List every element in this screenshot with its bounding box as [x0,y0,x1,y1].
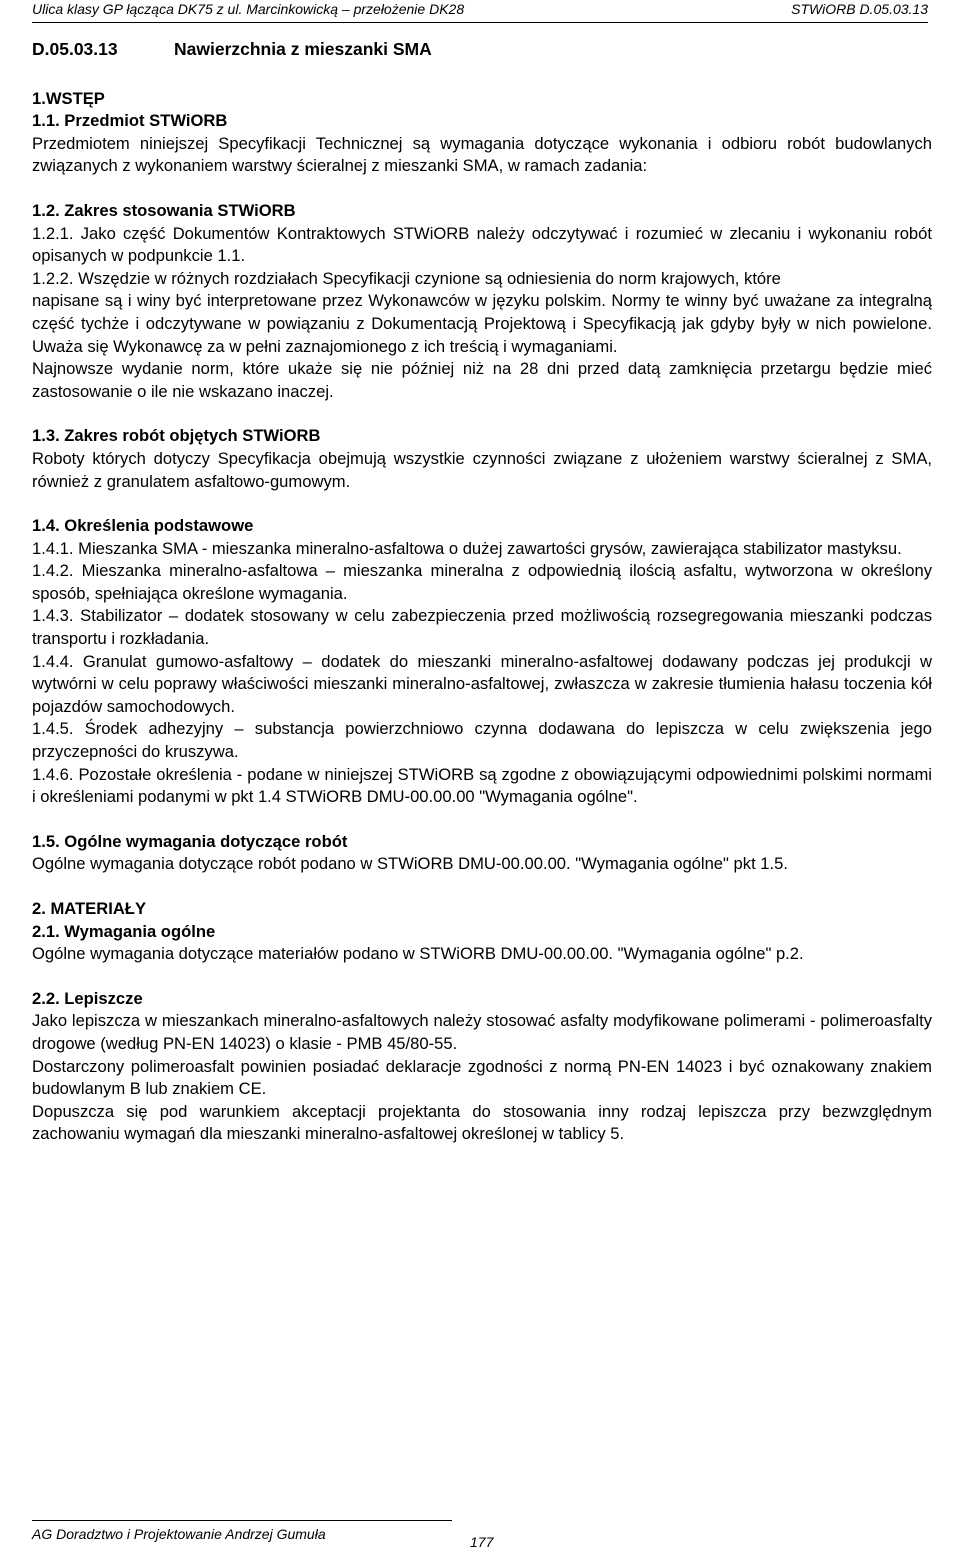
document-title-text: Nawierzchnia z mieszanki SMA [174,39,432,59]
definition-1-4-3: 1.4.3. Stabilizator – dodatek stosowany w celu zabezpieczenia przed możliwością rozsegregowania mieszanki podczas transportu i rozkładania. [32,606,932,649]
document-body [32,38,932,1146]
footer-company: AG Doradztwo i Projektowanie Andrzej Gumuła [32,1526,326,1542]
definition-1-4-6: 1.4.6. Pozostałe określenia - podane w niniejszej STWiORB są zgodne z obowiązującymi odpowiednimi polskimi normami i określeniami podanymi w pkt 1.4 STWiORB DMU-00.00.00 "Wymagania ogólne". [32,764,932,807]
section-1-3-heading: 1.3. Zakres robót objętych STWiORB [32,426,321,446]
section-1-5-heading: 1.5. Ogólne wymagania dotyczące robót [32,831,348,851]
section-2-1-heading: 2.1. Wymagania ogólne [32,921,216,941]
section-2-2-heading: 2.2. Lepiszcze [32,988,143,1008]
section-2-heading: 2. MATERIAŁY [32,899,147,918]
page-header [32,0,928,23]
page-footer [32,1520,452,1543]
definition-1-4-5: 1.4.5. Środek adhezyjny – substancja powierzchniowo czynna dodawana do lepiszcza w celu zwiększenia jego przyczepności do kruszywa. [32,719,932,762]
definition-1-4-4: 1.4.4. Granulat gumowo-asfaltowy – dodatek do mieszanki mineralno-asfaltowej dodawany podczas jej produkcji w wytwórni w celu poprawy właściwości mieszanki mineralno-asfaltowej, zwłaszcza w zakresie tłumienia hałasu toczenia kół pojazdów samochodowych. [32,651,932,716]
definition-1-4-2: 1.4.2. Mieszanka mineralno-asfaltowa – mieszanka mineralna z odpowiednią ilością asfaltu, wytworzona w określony sposób, spełniająca określone wymagania. [32,561,932,603]
section-2-1-text: Ogólne wymagania dotyczące materiałów podano w STWiORB DMU-00.00.00. "Wymagania ogólne" p.2. [32,944,804,964]
section-1-3-text: Roboty których dotyczy Specyfikacja obejmują wszystkie czynności związane z ułożeniem warstwy ścieralnej z SMA, również z granulatem asfaltowo-gumowym. [32,448,932,491]
section-2-2-text-b: Dostarczony polimeroasfalt powinien posiadać deklaracje zgodności z normą PN-EN 14023 i być oznakowany znakiem budowlanym B lub znakiem CE. [32,1056,932,1099]
section-2-2-text-c: Dopuszcza się pod warunkiem akceptacji projektanta do stosowania inny rodzaj lepiszcza przy bezwzględnym zachowaniu wymagań dla mieszanki mineralno-asfaltowej określonej w tablicy 5. [32,1101,932,1144]
section-1-2-2-text-c: Najnowsze wydanie norm, które ukaże się nie później niż na 28 dni przed datą zamknięcia przetargu będzie mieć zastosowanie o ile nie wskazano inaczej. [32,359,932,401]
section-2-2-text-a: Jako lepiszcza w mieszankach mineralno-asfaltowych należy stosować asfalty modyfikowane polimerami - polimeroasfalty drogowe (według PN-EN 14023) o klasie - PMB 45/80-55. [32,1011,932,1053]
header-spec-code: STWiORB D.05.03.13 [791,1,928,17]
section-1-4-heading: 1.4. Określenia podstawowe [32,516,254,536]
section-1-5-text: Ogólne wymagania dotyczące robót podano w STWiORB DMU-00.00.00. "Wymagania ogólne" pkt 1.5. [32,854,788,874]
section-1-1-heading: 1.1. Przedmiot STWiORB [32,111,228,131]
section-1-2-1-text: 1.2.1. Jako część Dokumentów Kontraktowych STWiORB należy odczytywać i rozumieć w zlecaniu i wykonaniu robót opisanych w podpunkcie 1.1. [32,223,932,266]
section-1-2-2-text-a: 1.2.2. Wszędzie w różnych rozdziałach Specyfikacji czynione są odniesienia do norm krajowych, które [32,268,781,288]
definition-1-4-1: 1.4.1. Mieszanka SMA - mieszanka mineralno-asfaltowa o dużej zawartości grysów, zawierająca stabilizator mastyksu. [32,538,902,558]
section-1-2-2-text-b: napisane są i winy być interpretowane przez Wykonawców w języku polskim. Normy te winny być uważane za integralną część tychże i odczytywane w powiązaniu z Dokumentacją Projektową i Specyfikacją jak gdyby były w nich powielone. Uważa się Wykonawcę za w pełni zaznajomionego z ich treścią i wymaganiami. [32,291,932,356]
document-title [32,38,932,61]
section-1-2-heading: 1.2. Zakres stosowania STWiORB [32,200,296,220]
header-project-title: Ulica klasy GP łącząca DK75 z ul. Marcinkowicką – przełożenie DK28 [32,1,465,17]
section-1-heading: 1.WSTĘP [32,88,105,108]
section-1-1-text: Przedmiotem niniejszej Specyfikacji Technicznej są wymagania dotyczące wykonania i odbioru robót budowlanych związanych z wykonaniem warstwy ścieralnej z mieszanki SMA, w ramach zadania: [32,133,932,176]
document-code: D.05.03.13 [32,39,118,59]
page-number: 177 [470,1534,494,1550]
